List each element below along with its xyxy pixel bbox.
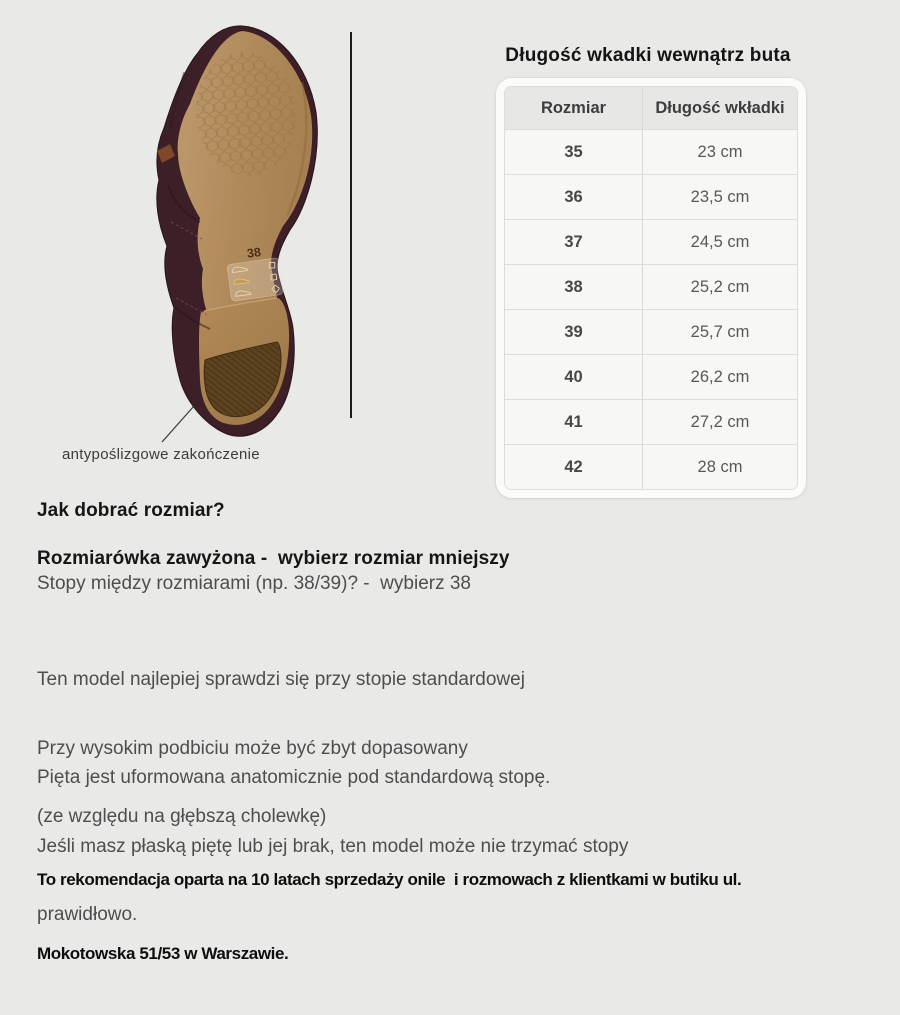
care-label	[227, 258, 284, 302]
paragraph-heel-line-2: Jeśli masz płaską piętę lub jej brak, ten model może nie trzymać stopy	[37, 835, 629, 857]
length-cell: 23 cm	[697, 142, 743, 161]
vertical-divider-line	[350, 32, 352, 418]
sizing-guide-heading: Jak dobrać rozmiar?	[37, 500, 225, 521]
paragraph-heel-line-1: Pięta jest uformowana anatomicznie pod standardową stopę.	[37, 767, 551, 788]
table-row-41	[505, 399, 797, 444]
table-row-40	[505, 354, 797, 399]
size-cell: 38	[505, 265, 643, 309]
size-cell: 39	[505, 310, 643, 354]
column-header-size: Rozmiar	[505, 87, 643, 129]
table-row-38	[505, 264, 797, 309]
table-row-39	[505, 309, 797, 354]
recommendation-footer-line-1: To rekomendacja oparta na 10 latach sprzedaży onile i rozmowach z klientkami w butiku ul.	[37, 870, 742, 889]
paragraph-fit-line-3: (ze względu na głębszą cholewkę)	[37, 806, 327, 827]
size-cell: 42	[505, 445, 643, 489]
length-cell: 28 cm	[697, 457, 743, 476]
recommendation-footer-line-2: Mokotowska 51/53 w Warszawie.	[37, 943, 289, 963]
length-cell: 25,7 cm	[690, 322, 750, 341]
size-table-title: Długość wkadki wewnątrz buta	[505, 45, 791, 66]
tip-between-sizes: Stopy między rozmiarami (np. 38/39)? - wybierz 38	[37, 573, 471, 594]
table-row-35	[505, 129, 797, 174]
paragraph-heel-line-3: prawidłowo.	[37, 904, 138, 925]
table-row-36	[505, 174, 797, 219]
length-cell: 25,2 cm	[690, 277, 750, 296]
annotation-label: antypoślizgowe zakończenie	[62, 446, 260, 463]
size-marking: 38	[246, 244, 262, 261]
table-row-42	[505, 444, 797, 489]
length-cell: 23,5 cm	[690, 187, 750, 206]
size-cell: 41	[505, 400, 643, 444]
paragraph-fit-line-1: Ten model najlepiej sprawdzi się przy stopie standardowej	[37, 669, 525, 690]
size-cell: 37	[505, 220, 643, 264]
size-cell: 35	[505, 130, 643, 174]
length-cell: 24,5 cm	[690, 232, 750, 251]
size-table-header-row	[505, 87, 797, 129]
column-header-length: Długość wkładki	[655, 98, 785, 117]
paragraph-fit-line-2: Przy wysokim podbiciu może być zbyt dopasowany	[37, 737, 468, 759]
size-cell: 40	[505, 355, 643, 399]
table-row-37	[505, 219, 797, 264]
length-cell: 26,2 cm	[690, 367, 750, 386]
size-table-card	[496, 78, 806, 498]
recommendation-footer	[37, 819, 827, 1015]
size-cell: 36	[505, 175, 643, 219]
tip-oversized-bold: Rozmiarówka zawyżona - wybierz rozmiar mniejszy	[37, 548, 510, 569]
shoe-sole-photo	[50, 10, 350, 465]
length-cell: 27,2 cm	[690, 412, 750, 431]
size-table	[504, 86, 798, 490]
